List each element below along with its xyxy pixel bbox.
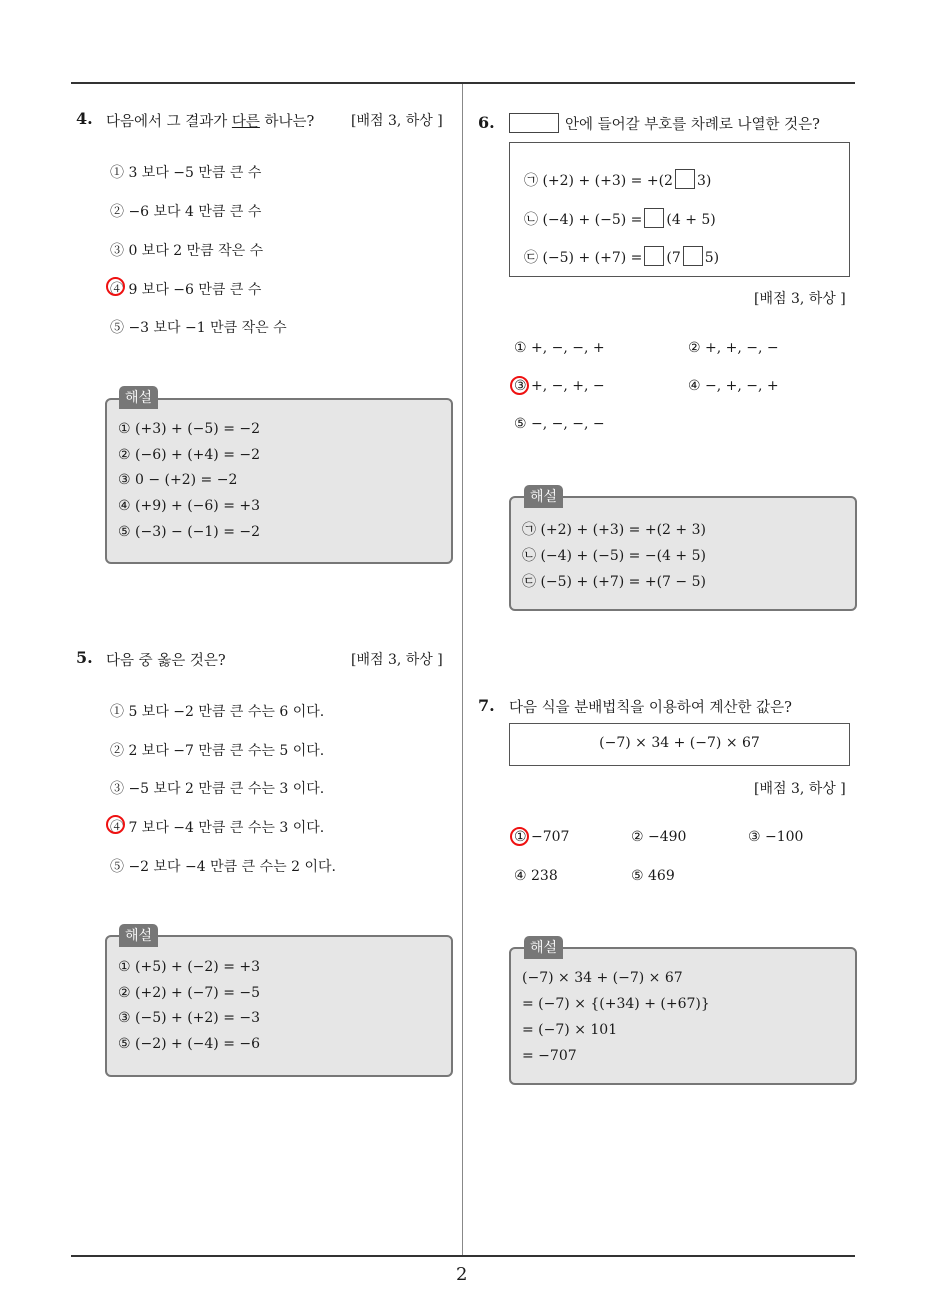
answer-mark-circle <box>510 376 529 395</box>
question-text <box>106 110 314 131</box>
question-text-part: 하나는? <box>259 114 315 130</box>
condition-text: ㉡ (−4) + (−5) = <box>524 212 643 228</box>
solution-line: ㉡ (−4) + (−5) = −(4 + 5) <box>522 548 706 564</box>
answer-mark-circle <box>106 815 125 834</box>
condition-text: (4 + 5) <box>666 212 716 228</box>
score-label: [배점 3, 하상 ] <box>351 113 443 129</box>
answer-mark-circle <box>510 827 529 846</box>
solution-tag: 해설 <box>119 924 158 947</box>
question-number: 4. <box>76 109 93 128</box>
solution-line: ② (+2) + (−7) = −5 <box>118 985 261 1001</box>
bottom-rule <box>71 1255 855 1257</box>
solution-line: ② (−6) + (+4) = −2 <box>118 447 261 463</box>
condition-line-b <box>524 208 716 229</box>
answer-mark-circle <box>106 277 125 296</box>
condition-line-c <box>524 246 719 267</box>
condition-line-a <box>524 169 711 190</box>
solution-line: ㉢ (−5) + (+7) = +(7 − 5) <box>522 574 706 590</box>
option-4[interactable]: ④ 9 보다 −6 만큼 큰 수 <box>110 282 262 298</box>
question-number: 6. <box>478 113 495 132</box>
solution-line: ① (+5) + (−2) = +3 <box>118 959 261 975</box>
score-label: [배점 3, 하상 ] <box>754 291 846 307</box>
solution-line: = −707 <box>522 1048 577 1064</box>
solution-box <box>105 935 453 1077</box>
option-4[interactable]: ④ −, +, −, + <box>688 378 779 394</box>
condition-text: (7 <box>666 250 681 266</box>
option-1[interactable]: ① 5 보다 −2 만큼 큰 수는 6 이다. <box>110 704 325 720</box>
question-text <box>509 113 820 134</box>
column-divider <box>462 84 463 1256</box>
solution-tag: 해설 <box>524 485 563 508</box>
option-2[interactable]: ② −490 <box>631 829 687 845</box>
question-text-part: 안에 들어갈 부호를 차례로 나열한 것은? <box>565 117 820 133</box>
solution-tag: 해설 <box>524 936 563 959</box>
solution-line: ④ (+9) + (−6) = +3 <box>118 498 261 514</box>
option-4[interactable]: ④ 7 보다 −4 만큼 큰 수는 3 이다. <box>110 820 325 836</box>
solution-line: = (−7) × 101 <box>522 1022 618 1038</box>
question-text-part: 다음에서 그 결과가 <box>106 114 232 130</box>
option-1[interactable]: ① −707 <box>514 829 570 845</box>
question-number: 5. <box>76 648 93 667</box>
score-label: [배점 3, 하상 ] <box>351 652 443 668</box>
option-1[interactable]: ① +, −, −, + <box>514 340 605 356</box>
option-4[interactable]: ④ 238 <box>514 868 558 884</box>
option-1[interactable]: ① 3 보다 −5 만큼 큰 수 <box>110 165 262 181</box>
solution-line: ㉠ (+2) + (+3) = +(2 + 3) <box>522 522 706 538</box>
blank-box <box>509 113 559 133</box>
solution-tag: 해설 <box>119 386 158 409</box>
blank-box <box>644 246 664 266</box>
solution-line: = (−7) × {(+34) + (+67)} <box>522 996 710 1012</box>
option-3[interactable]: ③ −100 <box>748 829 804 845</box>
solution-line: (−7) × 34 + (−7) × 67 <box>522 970 683 986</box>
option-3[interactable]: ③ +, −, +, − <box>514 378 605 394</box>
solution-line: ⑤ (−2) + (−4) = −6 <box>118 1036 261 1052</box>
question-text: 다음 식을 분배법칙을 이용하여 계산한 값은? <box>509 700 792 716</box>
option-5[interactable]: ⑤ −, −, −, − <box>514 416 605 432</box>
solution-line: ① (+3) + (−5) = −2 <box>118 421 261 437</box>
condition-text: 5) <box>704 250 720 266</box>
blank-box <box>644 208 664 228</box>
option-3[interactable]: ③ −5 보다 2 만큼 큰 수는 3 이다. <box>110 781 325 797</box>
top-rule <box>71 82 855 84</box>
blank-box <box>675 169 695 189</box>
option-5[interactable]: ⑤ 469 <box>631 868 675 884</box>
option-5[interactable]: ⑤ −3 보다 −1 만큼 작은 수 <box>110 320 287 336</box>
score-label: [배점 3, 하상 ] <box>754 781 846 797</box>
option-3[interactable]: ③ 0 보다 2 만큼 작은 수 <box>110 243 264 259</box>
option-5[interactable]: ⑤ −2 보다 −4 만큼 큰 수는 2 이다. <box>110 859 336 875</box>
condition-text: 3) <box>696 173 712 189</box>
question-text: 다음 중 옳은 것은? <box>106 653 226 669</box>
option-2[interactable]: ② −6 보다 4 만큼 큰 수 <box>110 204 262 220</box>
expression: (−7) × 34 + (−7) × 67 <box>599 735 760 751</box>
page-number: 2 <box>456 1264 468 1285</box>
option-2[interactable]: ② +, +, −, − <box>688 340 779 356</box>
solution-box <box>509 947 857 1085</box>
solution-line: ⑤ (−3) − (−1) = −2 <box>118 524 261 540</box>
solution-line: ③ (−5) + (+2) = −3 <box>118 1010 261 1026</box>
solution-line: ③ 0 − (+2) = −2 <box>118 472 238 488</box>
blank-box <box>683 246 703 266</box>
question-text-underlined: 다른 <box>231 114 260 130</box>
condition-text: ㉠ (+2) + (+3) = +(2 <box>524 173 673 189</box>
question-number: 7. <box>478 696 495 715</box>
option-2[interactable]: ② 2 보다 −7 만큼 큰 수는 5 이다. <box>110 743 325 759</box>
condition-text: ㉢ (−5) + (+7) = <box>524 250 643 266</box>
